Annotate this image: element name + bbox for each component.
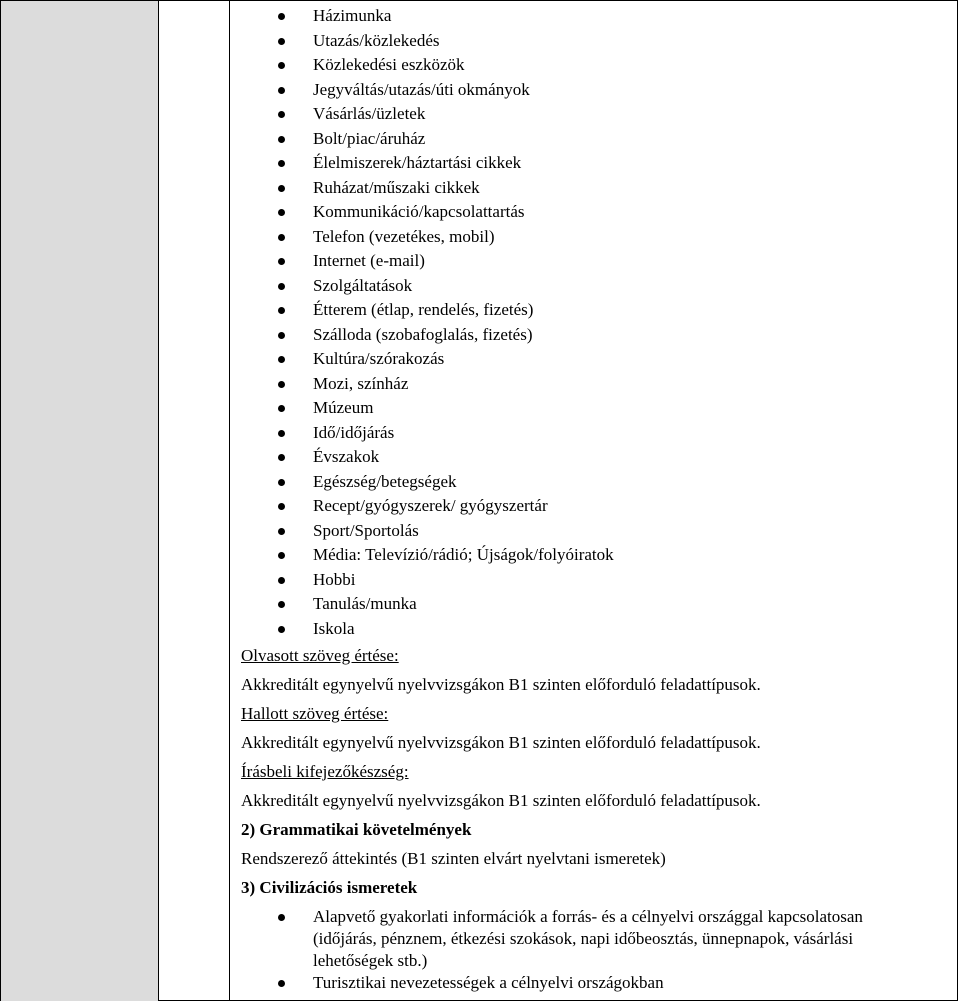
topic-item-text: Iskola xyxy=(313,618,355,638)
bullet-icon xyxy=(278,258,285,265)
topic-item-text: Szálloda (szobafoglalás, fizetés) xyxy=(313,324,533,344)
bullet-icon xyxy=(278,503,285,510)
topic-item-text: Tanulás/munka xyxy=(313,594,417,613)
writing-text: Akkreditált egynyelvű nyelvvizsgákon B1 szinten előforduló feladattípusok. xyxy=(241,791,761,810)
civilization-item xyxy=(241,972,941,994)
topic-item xyxy=(241,29,941,54)
bullet-icon xyxy=(278,332,285,339)
bullet-icon xyxy=(278,13,285,20)
civilization-item xyxy=(241,906,941,972)
topic-item xyxy=(241,421,941,446)
bullet-icon xyxy=(278,307,285,314)
bullet-icon xyxy=(278,62,285,69)
topic-item-text: Vásárlás/üzletek xyxy=(313,104,426,123)
topic-item-text: Recept/gyógyszerek/ gyógyszertár xyxy=(313,496,548,515)
bullet-icon xyxy=(278,601,285,608)
topic-item xyxy=(241,323,941,348)
civilization-item-text: Alapvető gyakorlati információk a forrás- és a célnyelvi országgal kapcsolatosan (időjárás, pénznem, étkezési szokások, napi időbeosztás, ünnepnapok, vásárlási lehetőségek stb.) xyxy=(313,907,863,970)
bullet-icon xyxy=(278,283,285,290)
bullet-icon xyxy=(278,405,285,412)
topic-item-text: Egészség/betegségek xyxy=(313,471,457,491)
topic-item xyxy=(241,543,941,568)
topic-item xyxy=(241,445,941,470)
topic-item-text: Mozi, színház xyxy=(313,373,409,393)
bullet-icon xyxy=(278,356,285,363)
bullet-icon xyxy=(278,136,285,143)
bullet-icon xyxy=(278,914,285,921)
topic-item-text: Kultúra/szórakozás xyxy=(313,349,445,368)
bullet-icon xyxy=(278,185,285,192)
topic-item xyxy=(241,617,941,642)
grammar-text: Rendszerező áttekintés (B1 szinten elvárt nyelvtani ismeretek) xyxy=(241,849,666,868)
listening-text: Akkreditált egynyelvű nyelvvizsgákon B1 szinten előforduló feladattípusok. xyxy=(241,733,761,752)
topic-item-text: Bolt/piac/áruház xyxy=(313,128,426,148)
shaded-column xyxy=(1,1,158,1001)
bullet-icon xyxy=(278,87,285,94)
topic-item xyxy=(241,127,941,152)
bullet-icon xyxy=(278,528,285,535)
topic-item xyxy=(241,4,941,29)
topic-item xyxy=(241,78,941,103)
topic-item xyxy=(241,519,941,544)
topic-item xyxy=(241,200,941,225)
bullet-icon xyxy=(278,209,285,216)
topic-item-text: Kommunikáció/kapcsolattartás xyxy=(313,202,525,221)
content-cell xyxy=(241,4,941,994)
topic-item-text: Sport/Sportolás xyxy=(313,520,419,540)
topic-item xyxy=(241,151,941,176)
topic-item-text: Telefon (vezetékes, mobil) xyxy=(313,226,495,246)
topic-item xyxy=(241,176,941,201)
bullet-icon xyxy=(278,454,285,461)
bullet-icon xyxy=(278,381,285,388)
topic-item-text: Hobbi xyxy=(313,569,356,589)
topic-item xyxy=(241,102,941,127)
topic-item xyxy=(241,592,941,617)
bullet-icon xyxy=(278,552,285,559)
grammar-heading: 2) Grammatikai követelmények xyxy=(241,820,472,839)
topic-item-text: Jegyváltás/utazás/úti okmányok xyxy=(313,79,530,99)
writing-heading: Írásbeli kifejezőkészség: xyxy=(241,762,409,781)
topic-item-text: Internet (e-mail) xyxy=(313,251,425,270)
topic-item-text: Közlekedési eszközök xyxy=(313,55,465,74)
bullet-icon xyxy=(278,38,285,45)
topic-item-text: Évszakok xyxy=(313,447,380,466)
topic-item-text: Ruházat/műszaki cikkek xyxy=(313,177,480,197)
topic-item-text: Élelmiszerek/háztartási cikkek xyxy=(313,153,522,172)
bullet-icon xyxy=(278,577,285,584)
civilization-list xyxy=(241,906,941,994)
bullet-icon xyxy=(278,430,285,437)
topic-item xyxy=(241,53,941,78)
bullet-icon xyxy=(278,980,285,987)
civilization-heading: 3) Civilizációs ismeretek xyxy=(241,878,418,897)
topic-item-text: Házimunka xyxy=(313,6,392,25)
bullet-icon xyxy=(278,479,285,486)
topic-item-text: Idő/időjárás xyxy=(313,422,395,442)
topic-item xyxy=(241,347,941,372)
topic-item-text: Szolgáltatások xyxy=(313,275,413,295)
topic-item xyxy=(241,372,941,397)
listening-heading: Hallott szöveg értése: xyxy=(241,704,389,723)
topic-item xyxy=(241,249,941,274)
bullet-icon xyxy=(278,626,285,633)
topic-item xyxy=(241,396,941,421)
reading-heading: Olvasott szöveg értése: xyxy=(241,646,399,665)
topic-item-text: Utazás/közlekedés xyxy=(313,30,440,50)
topic-item xyxy=(241,225,941,250)
topic-list xyxy=(241,4,941,641)
reading-text: Akkreditált egynyelvű nyelvvizsgákon B1 szinten előforduló feladattípusok. xyxy=(241,675,761,694)
bullet-icon xyxy=(278,160,285,167)
bullet-icon xyxy=(278,234,285,241)
civilization-item-text: Turisztikai nevezetességek a célnyelvi országokban xyxy=(313,973,664,992)
empty-column xyxy=(158,1,230,1001)
topic-item-text: Múzeum xyxy=(313,398,374,417)
topic-item xyxy=(241,470,941,495)
bullet-icon xyxy=(278,111,285,118)
topic-item xyxy=(241,274,941,299)
topic-item-text: Étterem (étlap, rendelés, fizetés) xyxy=(313,300,534,319)
topic-item-text: Média: Televízió/rádió; Újságok/folyóiratok xyxy=(313,545,614,564)
topic-item xyxy=(241,494,941,519)
topic-item xyxy=(241,568,941,593)
topic-item xyxy=(241,298,941,323)
